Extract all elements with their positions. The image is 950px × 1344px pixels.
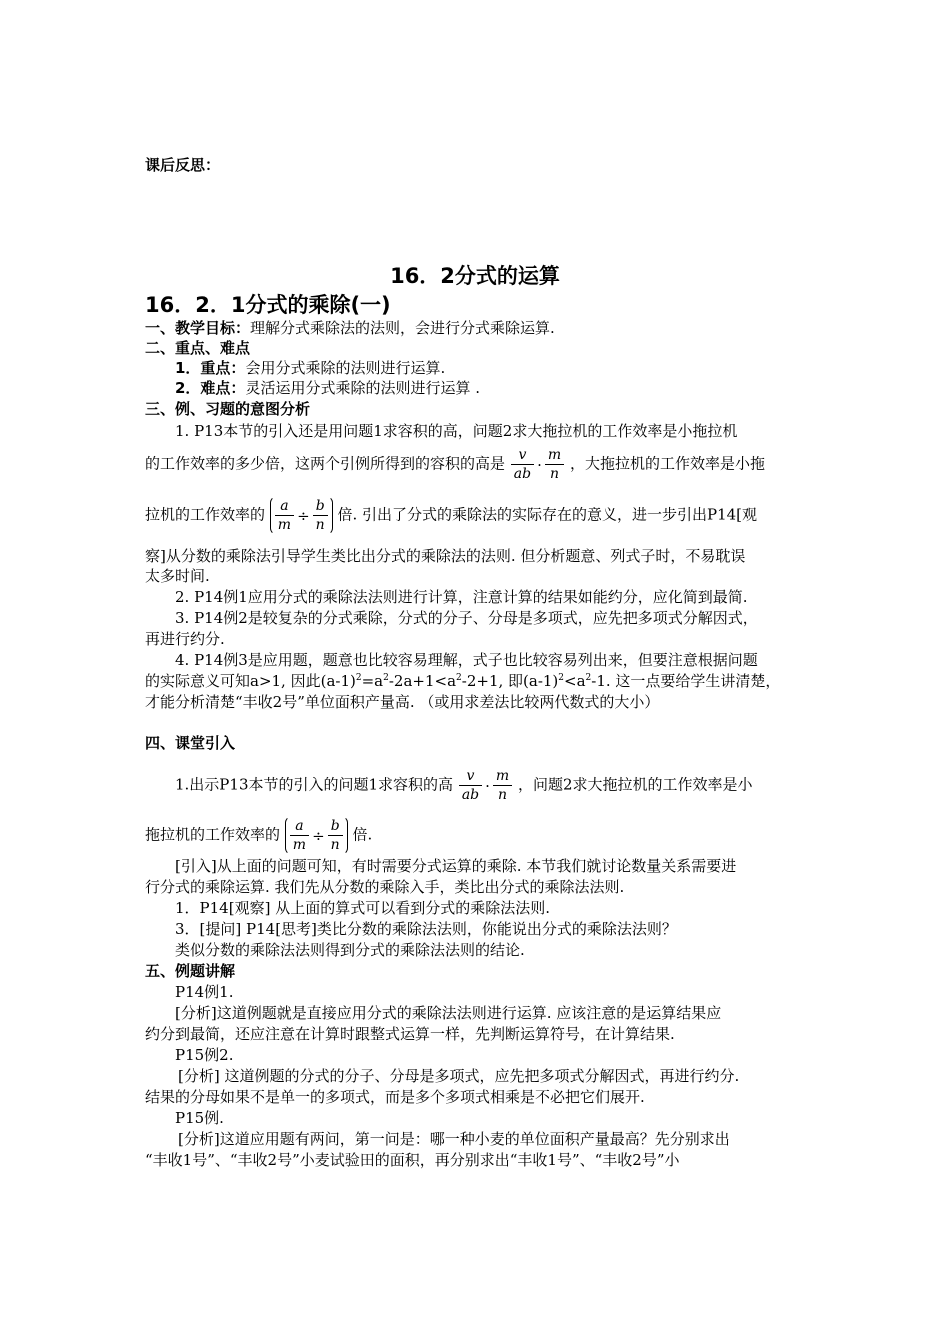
section-title: 16．2分式的运算: [390, 264, 560, 288]
analysis-p2: 2. P14例1应用分式的乘除法法则进行计算，注意计算的结果如能约分，应化简到最简.: [175, 588, 748, 606]
intro-p2-line2: 行分式的乘除运算. 我们先从分数的乘除入手，类比出分式的乘除法法则.: [145, 878, 625, 896]
intro-p2-line1: [引入]从上面的问题可知，有时需要分式运算的乘除. 本节我们就讨论数量关系需要进: [175, 857, 737, 875]
analysis-p1-line5: 太多时间.: [145, 567, 210, 585]
subsection-title: 16．2．1分式的乘除(一): [145, 293, 391, 317]
intro-heading: 四、课堂引入: [145, 734, 236, 752]
example3-analysis-line1: [分析]这道应用题有两问，第一问是：哪一种小麦的单位面积产量最高？先分别求出: [178, 1130, 730, 1148]
difficulty-line: [175, 378, 480, 398]
analysis-p4-line2: 的实际意义可知a>1, 因此$(a-1)^2=a^2-2a+1<a^2-2+1$, 即$(a-1)^2<a^2-1$. 这一点要给学生讲清楚，: [145, 672, 781, 690]
fraction-m-over-n-intro: $\frac{m}{n}$: [493, 767, 512, 804]
key-label: 1．重点：: [175, 359, 246, 377]
key-text: 会用分式乘除的法则进行运算.: [245, 359, 446, 377]
analysis-p1-line2-end: ，大拖拉机的工作效率是小拖: [569, 454, 765, 473]
analysis-p3-line1: 3. P14例2是较复杂的分式乘除，分式的分子、分母是多项式，应先把多项式分解因式，: [175, 609, 758, 627]
difficulty-text: 灵活运用分式乘除的法则进行运算 .: [245, 379, 480, 397]
goal-label: 一、教学目标：: [145, 319, 251, 337]
example1-analysis-line1: [分析]这道例题就是直接应用分式的乘除法法则进行运算. 应该注意的是运算结果应: [175, 1004, 722, 1022]
example1-label: P14例1.: [175, 983, 234, 1001]
intro-p3: 1．P14[观察] 从上面的算式可以看到分式的乘除法法则.: [175, 899, 550, 917]
fraction-v-over-ab-intro: $\frac{v}{ab}$: [459, 767, 482, 804]
intro-p5: 类似分数的乘除法法则得到分式的乘除法法则的结论.: [175, 941, 525, 959]
parenthesized-quotient-intro: $\frac{a}{m}$ ÷ $\frac{b}{n}$: [285, 816, 348, 855]
examples-heading: 五、例题讲解: [145, 962, 236, 980]
analysis-p3-line2: 再进行约分.: [145, 630, 225, 648]
analysis-p1-line2-start: 的工作效率的多少倍，这两个引例所得到的容积的高是: [145, 454, 506, 473]
intro-p4: 3．[提问] P14[思考]类比分数的乘除法法则，你能说出分式的乘除法法则？: [175, 920, 677, 938]
difficulty-label: 2．难点：: [175, 379, 246, 397]
reflection-label: 课后反思：: [145, 156, 221, 174]
intro-line1: 1.出示P13本节的引入的问题1求容积的高 $\frac{v}{ab}$ · $\frac{m}{n}$ ，问题2求大拖拉机的工作效率是小: [175, 768, 753, 803]
keys-heading: 二、重点、难点: [145, 339, 251, 357]
fraction-m-over-n: $\frac{m}{n}$: [545, 446, 564, 483]
analysis-p1-line3-start: 拉机的工作效率的: [145, 505, 266, 524]
example2-label: P15例2.: [175, 1046, 234, 1064]
analysis-p1-line3: [145, 496, 757, 535]
analysis-p1-line4: 察]从分数的乘除法引导学生类比出分式的乘除法的法则. 但分析题意、列式子时，不易耽误: [145, 547, 746, 565]
example2-analysis-line1: [分析] 这道例题的分式的分子、分母是多项式，应先把多项式分解因式，再进行约分.: [178, 1067, 740, 1085]
parenthesized-quotient: $\frac{a}{m}$ ÷ $\frac{b}{n}$: [270, 496, 333, 535]
goal-text: 理解分式乘除法的法则，会进行分式乘除运算.: [250, 319, 555, 337]
fraction-v-over-ab: $\frac{v}{ab}$: [511, 446, 534, 483]
times-operator: ·: [537, 455, 542, 474]
example1-analysis-line2: 约分到最简，还应注意在计算时跟整式运算一样，先判断运算符号，在计算结果.: [145, 1025, 675, 1043]
intro-line2: 拖拉机的工作效率的 $\frac{a}{m}$ ÷ $\frac{b}{n}$ 倍.: [145, 818, 373, 853]
analysis-p4-line3: 才能分析清楚“丰收2号”单位面积产量高. （或用求差法比较两代数式的大小）: [145, 693, 660, 711]
analysis-heading: 三、例、习题的意图分析: [145, 400, 311, 418]
analysis-p4-line1: 4. P14例3是应用题，题意也比较容易理解，式子也比较容易列出来，但要注意根据问题: [175, 651, 758, 669]
analysis-p1-line1: 1. P13本节的引入还是用问题1求容积的高，问题2求大拖拉机的工作效率是小拖拉机: [175, 422, 738, 440]
goal-line: [145, 318, 555, 338]
example3-label: P15例.: [175, 1109, 224, 1127]
example2-analysis-line2: 结果的分母如果不是单一的多项式，而是多个多项式相乘是不必把它们展开.: [145, 1088, 645, 1106]
key-line: [175, 358, 445, 378]
analysis-p1-line2: [145, 446, 765, 483]
analysis-p1-line3-end: 倍. 引出了分式的乘除法的实际存在的意义，进一步引出P14[观: [337, 505, 758, 524]
example3-analysis-line2: “丰收1号”、“丰收2号”小麦试验田的面积，再分别求出“丰收1号”、“丰收2号”小: [145, 1151, 680, 1169]
